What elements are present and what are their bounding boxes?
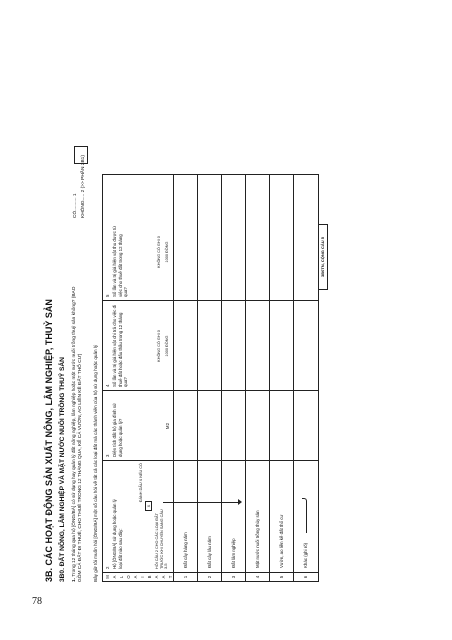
col2-number: 2	[105, 566, 110, 569]
col2-note: HỎI CÂU 2 CHO CÁC LOẠI ĐẤT TRƯỚC KHI CHUYỂN SANG CÂU 3-5	[155, 509, 169, 569]
col5-unit: 1000 ĐỒNG	[165, 241, 169, 263]
grid-line	[103, 390, 318, 391]
question-1-number: 1.	[72, 577, 77, 582]
section-title: 3B. CÁC HOẠT ĐỘNG SẢN XUẤT NÔNG, LÂM NGHIỆP, THUỶ SẢN	[44, 299, 54, 582]
row-number: 4	[255, 575, 260, 579]
option-yes: CÓ.......... 1	[73, 193, 78, 218]
side-label: A	[161, 575, 166, 579]
row-number: 3	[231, 575, 236, 579]
row-divider	[245, 175, 246, 581]
row-number: 6	[303, 575, 308, 579]
side-label: L	[119, 575, 124, 579]
col5-number: 5	[105, 294, 110, 297]
side-label: T	[168, 575, 173, 579]
goto-note-box: 3B0TN, CỘNG CÂU 5	[318, 224, 328, 290]
answer-box[interactable]	[74, 146, 88, 164]
row-number: 5	[279, 575, 284, 579]
row-divider	[293, 175, 294, 581]
row-label: Vườn, ao liền kề đất thổ cư	[279, 514, 284, 568]
side-label: A	[133, 575, 138, 579]
col2-header: Hộ [ÔNG/BÀ] sử dụng hoặc quản lý loại đất nào sau đây:	[112, 499, 123, 569]
grid-line	[103, 300, 318, 301]
question-1-text: Trong 12 tháng qua hộ [ÔNG/BÀ] có sử dụng hay quản lý đất nông nghiệp, lâm nghiệp hoặc mặt nước nuôi trồng thuỷ sản không? (BAO GỒM CẢ ĐẤT ĐI THUÊ, CHO THUÊ TRONG 12 THÁNG QUA, KỂ CẢ VƯỜN, AO LIỀN KỀ ĐẤT THỔ CƯ)	[72, 286, 84, 582]
side-label: A	[112, 575, 117, 579]
side-label: O	[126, 575, 131, 579]
rotated-form-page	[0, 30, 452, 590]
col4-number: 4	[105, 384, 110, 387]
side-label: M	[105, 575, 110, 579]
col4-header: Số lần và trị giá hiện vật chi trả cho việc đi thuê đất hoặc đấu thầu trong 12 tháng qua?	[112, 304, 129, 387]
row-divider	[221, 175, 222, 581]
col4-unit: 1000 ĐỒNG	[165, 335, 169, 357]
arrow-down-icon	[238, 499, 242, 505]
grid-line	[103, 460, 318, 461]
row-label: Khác (ghi rõ)	[303, 542, 308, 568]
specify-bracket[interactable]	[302, 498, 307, 533]
col5-header: Số lần và trị giá hiện vật thu được từ việc cho thuê đất trong 12 tháng qua?	[112, 225, 129, 297]
x-mark-box: X	[145, 501, 152, 511]
header-divider	[173, 175, 174, 581]
col4-none-note: KHÔNG CÓ GHI 0	[157, 330, 161, 362]
col2-mark-instruction: ĐÁNH DẤU X NẾU CÓ	[139, 463, 143, 503]
col3-unit: M2	[165, 422, 170, 430]
row-divider	[269, 175, 270, 581]
option-no: KHÔNG..... 2 (>> PHẦN 3B1)	[81, 155, 86, 218]
question-1	[72, 282, 84, 582]
row-number: 1	[183, 575, 188, 579]
grid-line	[103, 572, 318, 573]
section-subtitle: 3B0. ĐẤT NÔNG, LÂM NGHIỆP VÀ MẶT NƯỚC NUÔI TRỒNG THUỶ SẢN	[59, 357, 66, 582]
side-label: A	[154, 575, 159, 579]
row-label: Đất cây lâu năm	[207, 536, 212, 568]
page-number: 78	[32, 596, 42, 607]
row-label: Mặt nước nuôi trồng thủy sản	[255, 510, 260, 568]
arrow-line	[163, 502, 239, 503]
col3-number: 3	[105, 454, 110, 457]
side-label: B	[147, 575, 152, 579]
col3-header: Diện tích đất hộ gia đình sử dụng hoặc quản lý?	[112, 403, 123, 457]
instruction-text: Bây giờ tôi muốn hỏi [ÔNG/BÀ] một số câu hỏi về tất cả các loại đất mà các thành viên của hộ sử dụng hoặc quản lý	[93, 344, 98, 582]
land-use-table	[102, 174, 319, 582]
question-1-options	[72, 155, 88, 218]
col5-none-note: KHÔNG CÓ GHI 0	[157, 236, 161, 268]
row-label: Đất lâm nghiệp	[231, 538, 236, 568]
side-label: I	[140, 576, 145, 578]
row-number: 2	[207, 575, 212, 579]
row-label: Đất cây hàng năm	[183, 532, 188, 568]
row-divider	[197, 175, 198, 581]
